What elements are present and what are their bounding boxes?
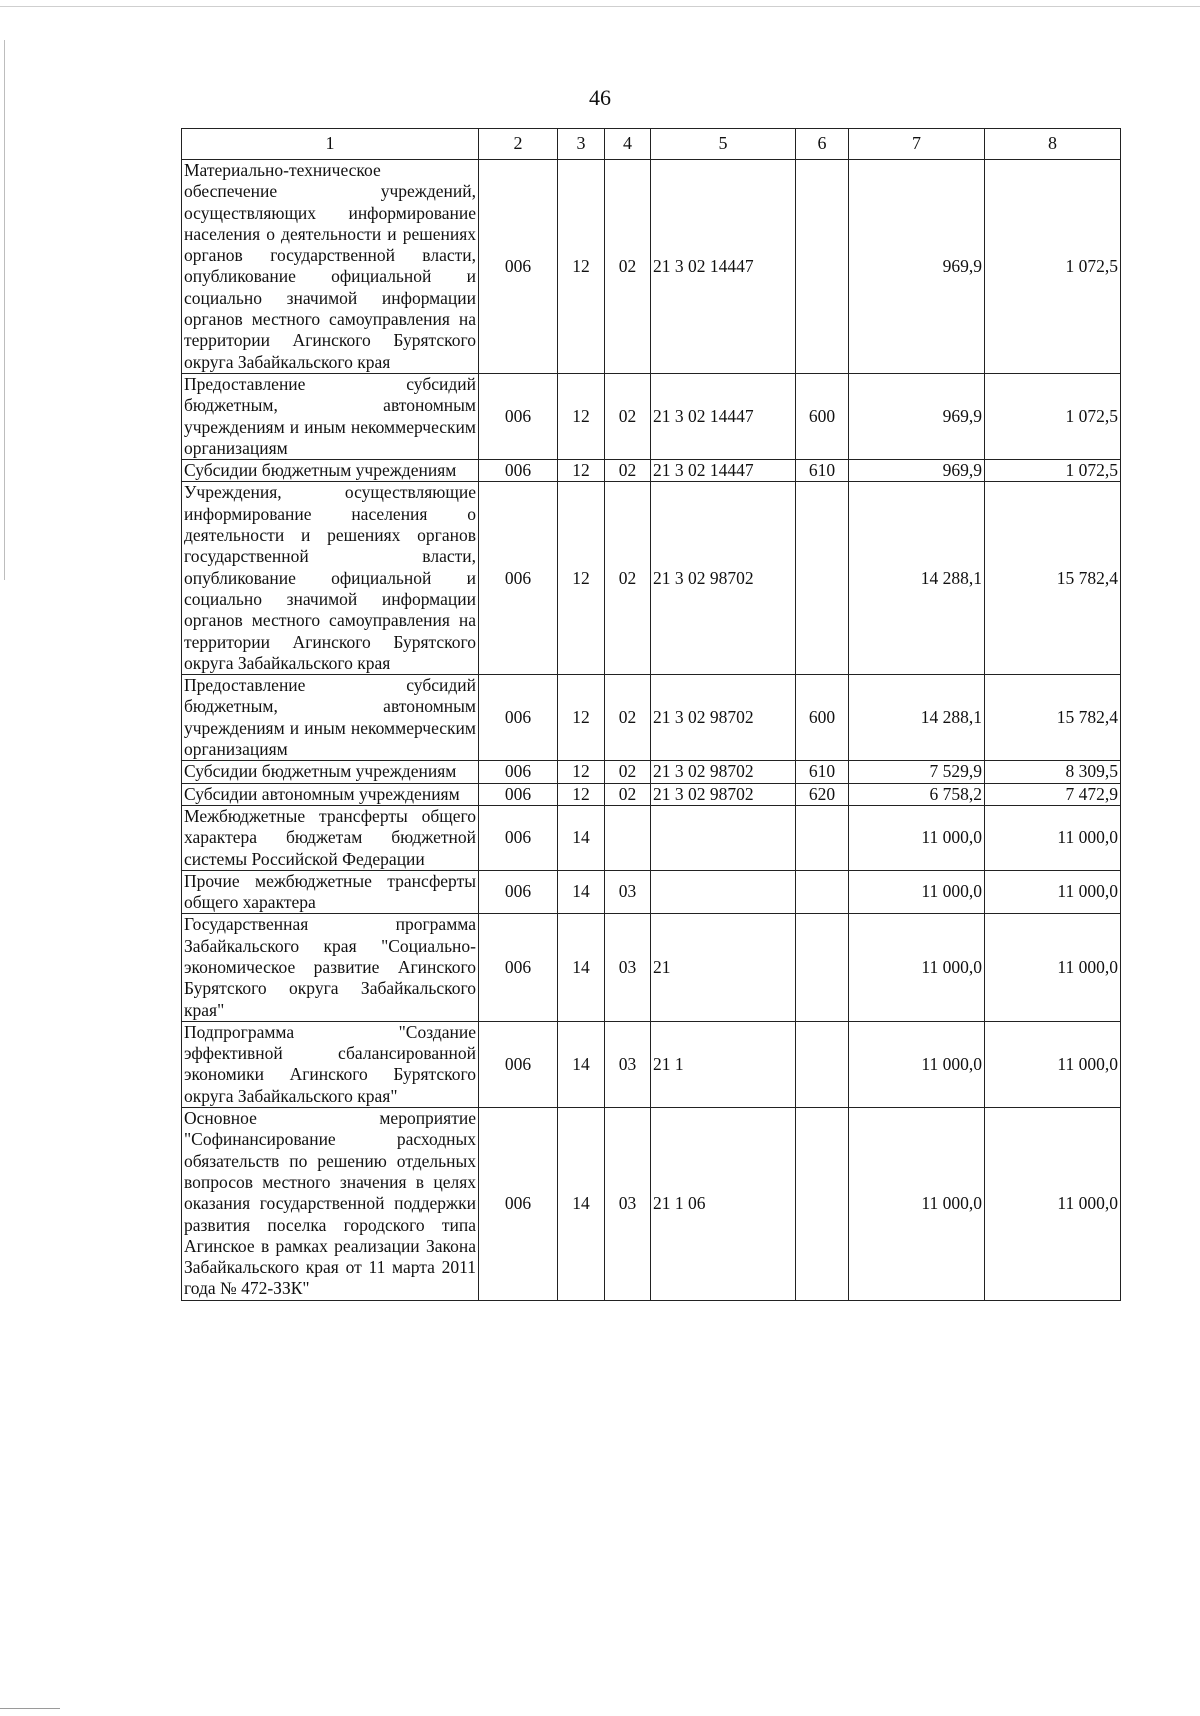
cell-target-code: 21 1 (651, 1021, 796, 1107)
cell-target-code: 21 3 02 98702 (651, 482, 796, 675)
cell-amount-year-1: 11 000,0 (849, 914, 985, 1021)
table-row (182, 914, 1121, 1021)
cell-section-code: 12 (558, 160, 605, 374)
table-row (182, 460, 1121, 482)
cell-amount-year-2: 1 072,5 (985, 160, 1121, 374)
cell-ministry-code: 006 (479, 783, 558, 805)
cell-subsection-code: 02 (605, 482, 651, 675)
row-description: Предоставление субсидий бюджетным, автономным учреждениям и иным некоммерческим организациям (182, 675, 479, 761)
cell-amount-year-2: 1 072,5 (985, 460, 1121, 482)
cell-ministry-code: 006 (479, 870, 558, 914)
table-row (182, 160, 1121, 374)
table-row (182, 805, 1121, 870)
cell-ministry-code: 006 (479, 1108, 558, 1301)
cell-amount-year-1: 11 000,0 (849, 1021, 985, 1107)
row-description: Учреждения, осуществляющие информирование населения о деятельности и решениях органов государственной власти, опубликование официальной и социально значимой информации органов местного самоуправления на территории Агинского Бурятского округа Забайкальского края (182, 482, 479, 675)
cell-amount-year-2: 15 782,4 (985, 482, 1121, 675)
header-cell: 1 (182, 129, 479, 160)
table-row (182, 373, 1121, 459)
row-description: Материально-техническое обеспечение учреждений, осуществляющих информирование населения о деятельности и решениях органов государственной власти, опубликование официальной и социально значимой информации органов местного самоуправления на территории Агинского Бурятского округа Забайкальского края (182, 160, 479, 374)
row-description: Прочие межбюджетные трансферты общего характера (182, 870, 479, 914)
cell-target-code: 21 (651, 914, 796, 1021)
cell-subsection-code (605, 805, 651, 870)
cell-ministry-code: 006 (479, 482, 558, 675)
cell-amount-year-1: 6 758,2 (849, 783, 985, 805)
cell-subsection-code: 02 (605, 460, 651, 482)
cell-ministry-code: 006 (479, 1021, 558, 1107)
header-cell: 2 (479, 129, 558, 160)
cell-expense-type (796, 914, 849, 1021)
cell-subsection-code: 02 (605, 675, 651, 761)
table-row (182, 1108, 1121, 1301)
cell-subsection-code: 02 (605, 761, 651, 783)
cell-target-code: 21 1 06 (651, 1108, 796, 1301)
cell-target-code: 21 3 02 98702 (651, 783, 796, 805)
cell-amount-year-2: 11 000,0 (985, 1108, 1121, 1301)
cell-amount-year-2: 11 000,0 (985, 1021, 1121, 1107)
row-description: Основное мероприятие "Софинансирование расходных обязательств по решению отдельных вопросов местного значения в целях оказания государственной поддержки развития поселка городского типа Агинское в рамках реализации Закона Забайкальского края от 11 марта 2011 года № 472-ЗЗК" (182, 1108, 479, 1301)
row-description: Субсидии автономным учреждениям (182, 783, 479, 805)
row-description: Государственная программа Забайкальского края "Социально-экономическое развитие Агинского Бурятского округа Забайкальского края" (182, 914, 479, 1021)
cell-amount-year-2: 7 472,9 (985, 783, 1121, 805)
cell-amount-year-1: 7 529,9 (849, 761, 985, 783)
cell-amount-year-1: 969,9 (849, 373, 985, 459)
budget-table (181, 128, 1121, 1301)
cell-expense-type (796, 1021, 849, 1107)
row-description: Предоставление субсидий бюджетным, автономным учреждениям и иным некоммерческим организациям (182, 373, 479, 459)
cell-section-code: 12 (558, 460, 605, 482)
cell-expense-type: 620 (796, 783, 849, 805)
cell-expense-type (796, 482, 849, 675)
cell-ministry-code: 006 (479, 675, 558, 761)
row-description: Субсидии бюджетным учреждениям (182, 460, 479, 482)
cell-section-code: 12 (558, 373, 605, 459)
cell-expense-type: 600 (796, 675, 849, 761)
cell-amount-year-2: 11 000,0 (985, 870, 1121, 914)
table-row (182, 675, 1121, 761)
row-description: Субсидии бюджетным учреждениям (182, 761, 479, 783)
cell-ministry-code: 006 (479, 914, 558, 1021)
cell-amount-year-1: 14 288,1 (849, 675, 985, 761)
row-description: Межбюджетные трансферты общего характера бюджетам бюджетной системы Российской Федерации (182, 805, 479, 870)
cell-expense-type (796, 870, 849, 914)
cell-expense-type (796, 160, 849, 374)
cell-target-code: 21 3 02 98702 (651, 761, 796, 783)
header-cell: 3 (558, 129, 605, 160)
scan-edge-top (0, 6, 1200, 7)
cell-ministry-code: 006 (479, 373, 558, 459)
cell-ministry-code: 006 (479, 460, 558, 482)
cell-amount-year-2: 1 072,5 (985, 373, 1121, 459)
row-description: Подпрограмма "Создание эффективной сбалансированной экономики Агинского Бурятского округа Забайкальского края" (182, 1021, 479, 1107)
cell-amount-year-2: 15 782,4 (985, 675, 1121, 761)
cell-subsection-code: 03 (605, 914, 651, 1021)
cell-section-code: 12 (558, 761, 605, 783)
cell-section-code: 14 (558, 914, 605, 1021)
cell-target-code (651, 870, 796, 914)
cell-subsection-code: 03 (605, 1108, 651, 1301)
cell-expense-type (796, 805, 849, 870)
cell-amount-year-2: 11 000,0 (985, 914, 1121, 1021)
header-cell: 7 (849, 129, 985, 160)
table-row (182, 870, 1121, 914)
header-cell: 5 (651, 129, 796, 160)
cell-amount-year-1: 969,9 (849, 160, 985, 374)
table-row (182, 482, 1121, 675)
cell-section-code: 14 (558, 1108, 605, 1301)
cell-expense-type: 610 (796, 460, 849, 482)
scan-edge-bottom (0, 1708, 60, 1709)
cell-ministry-code: 006 (479, 160, 558, 374)
cell-section-code: 12 (558, 675, 605, 761)
cell-section-code: 14 (558, 1021, 605, 1107)
table-header-row (182, 129, 1121, 160)
cell-target-code: 21 3 02 98702 (651, 675, 796, 761)
cell-section-code: 14 (558, 805, 605, 870)
cell-target-code: 21 3 02 14447 (651, 373, 796, 459)
cell-expense-type: 610 (796, 761, 849, 783)
cell-subsection-code: 02 (605, 160, 651, 374)
table-row (182, 783, 1121, 805)
table-row (182, 1021, 1121, 1107)
cell-amount-year-2: 11 000,0 (985, 805, 1121, 870)
cell-amount-year-1: 14 288,1 (849, 482, 985, 675)
table-body (182, 129, 1121, 1301)
cell-subsection-code: 03 (605, 870, 651, 914)
cell-amount-year-1: 11 000,0 (849, 1108, 985, 1301)
cell-subsection-code: 03 (605, 1021, 651, 1107)
cell-amount-year-2: 8 309,5 (985, 761, 1121, 783)
cell-amount-year-1: 969,9 (849, 460, 985, 482)
cell-ministry-code: 006 (479, 761, 558, 783)
cell-subsection-code: 02 (605, 373, 651, 459)
cell-section-code: 14 (558, 870, 605, 914)
cell-section-code: 12 (558, 783, 605, 805)
cell-expense-type: 600 (796, 373, 849, 459)
cell-amount-year-1: 11 000,0 (849, 870, 985, 914)
header-cell: 6 (796, 129, 849, 160)
scan-edge-left (4, 40, 5, 580)
header-cell: 8 (985, 129, 1121, 160)
table-row (182, 761, 1121, 783)
cell-expense-type (796, 1108, 849, 1301)
cell-target-code: 21 3 02 14447 (651, 460, 796, 482)
cell-target-code: 21 3 02 14447 (651, 160, 796, 374)
header-cell: 4 (605, 129, 651, 160)
page-number: 46 (589, 85, 611, 110)
cell-ministry-code: 006 (479, 805, 558, 870)
cell-section-code: 12 (558, 482, 605, 675)
cell-subsection-code: 02 (605, 783, 651, 805)
cell-amount-year-1: 11 000,0 (849, 805, 985, 870)
cell-target-code (651, 805, 796, 870)
